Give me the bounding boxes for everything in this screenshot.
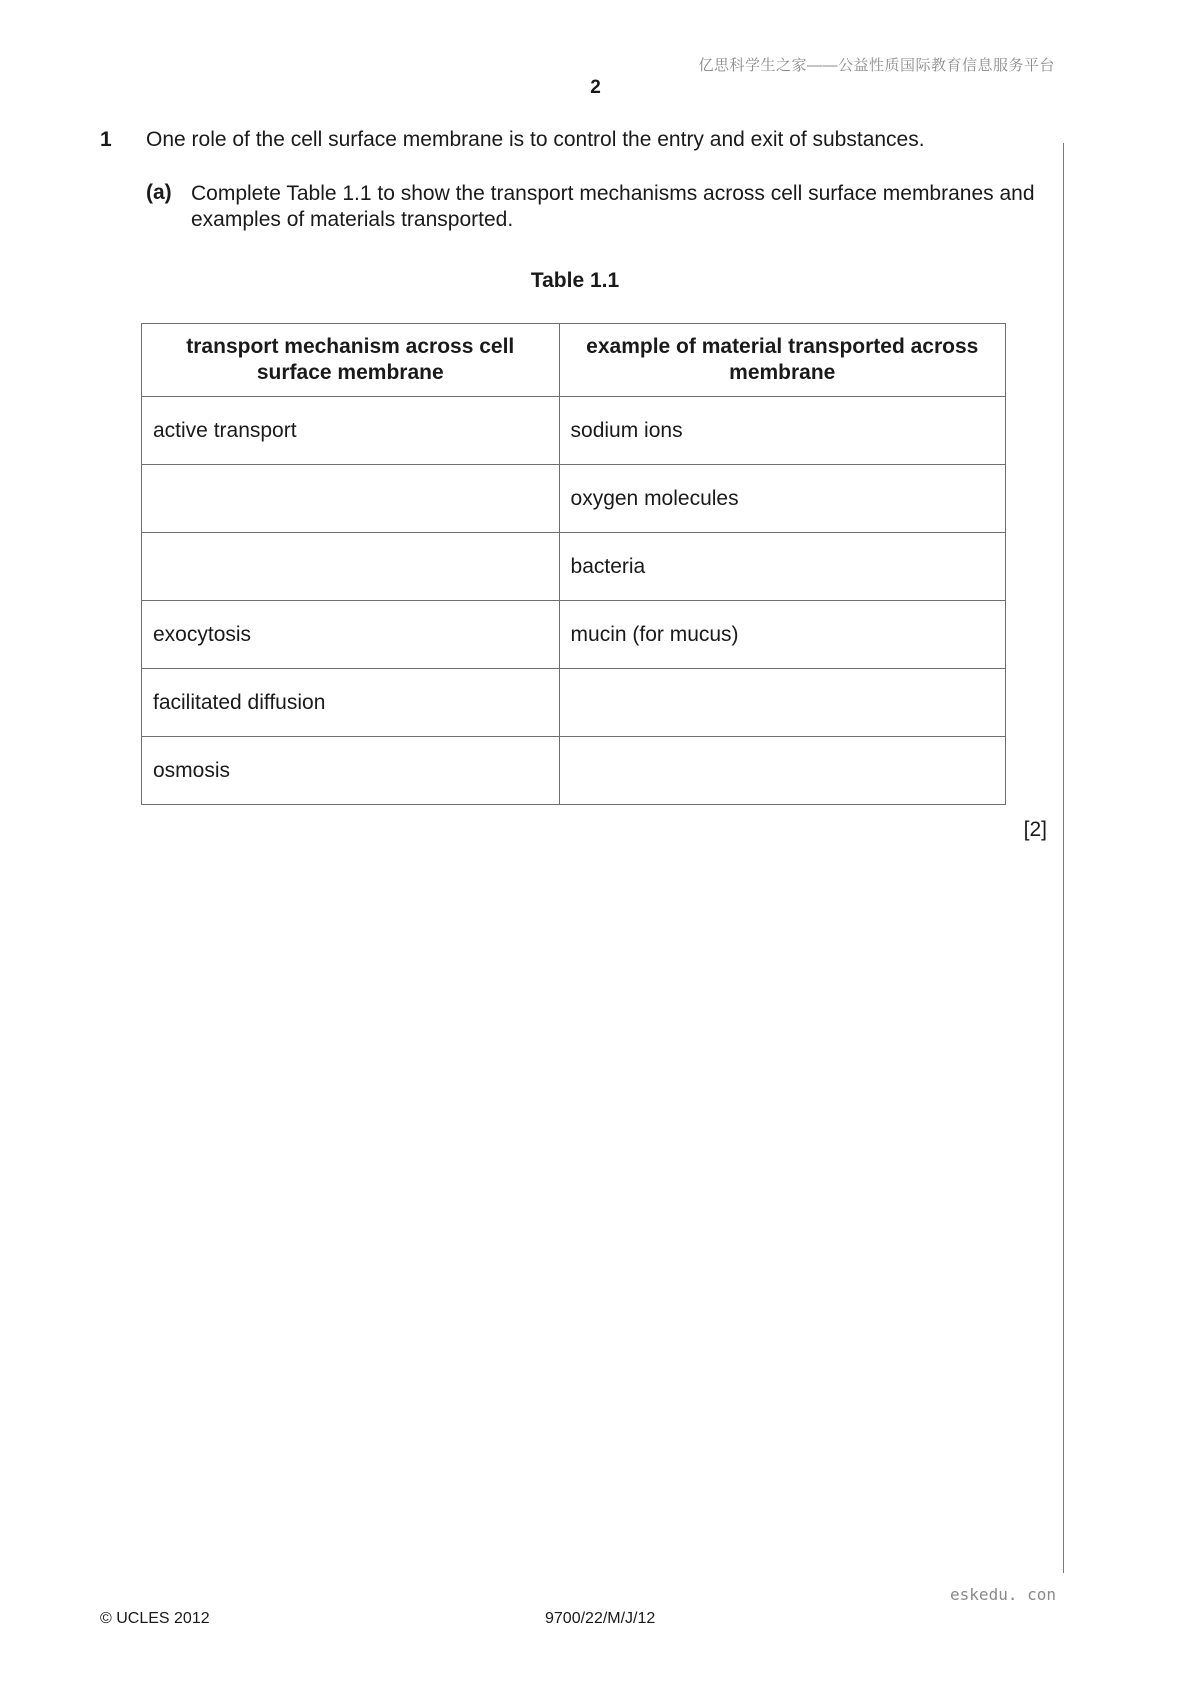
transport-table: [141, 323, 1006, 805]
table-header-cell: transport mechanism across cell surface membrane: [142, 324, 560, 397]
table-header-cell: example of material transported across membrane: [559, 324, 1005, 397]
question-number: 1: [100, 128, 112, 151]
table-cell-mechanism: facilitated diffusion: [142, 669, 560, 737]
paper-code: 9700/22/M/J/12: [545, 1610, 656, 1627]
header-watermark: 亿思科学生之家——公益性质国际教育信息服务平台: [698, 57, 1055, 74]
table-cell-mechanism: osmosis: [142, 737, 560, 805]
table-row: [142, 465, 1006, 533]
footer-watermark: eskedu. con: [950, 1585, 1056, 1604]
table-row: [142, 533, 1006, 601]
table-cell-example: mucin (for mucus): [559, 601, 1005, 669]
table-header-row: [142, 324, 1006, 397]
table-row: [142, 397, 1006, 465]
part-text: Complete Table 1.1 to show the transport mechanisms across cell surface membranes and examples of materials transported.: [191, 182, 1035, 231]
part-label: (a): [146, 181, 172, 204]
table-cell-example: sodium ions: [559, 397, 1005, 465]
table-cell-example: bacteria: [559, 533, 1005, 601]
table-row: [142, 601, 1006, 669]
table-caption: Table 1.1: [530, 269, 620, 292]
table-cell-mechanism-answer[interactable]: [142, 533, 560, 601]
table-cell-mechanism-answer[interactable]: [142, 465, 560, 533]
table-row: [142, 737, 1006, 805]
marks-allocation: [2]: [1023, 818, 1047, 841]
page-number: 2: [590, 77, 601, 98]
copyright-notice: © UCLES 2012: [100, 1610, 210, 1627]
table-cell-example: oxygen molecules: [559, 465, 1005, 533]
table-cell-mechanism: exocytosis: [142, 601, 560, 669]
table-cell-mechanism: active transport: [142, 397, 560, 465]
table-cell-example-answer[interactable]: [559, 669, 1005, 737]
table-row: [142, 669, 1006, 737]
table-cell-example-answer[interactable]: [559, 737, 1005, 805]
question-text: One role of the cell surface membrane is to control the entry and exit of substances.: [146, 128, 925, 151]
margin-rule: [1063, 143, 1064, 1573]
